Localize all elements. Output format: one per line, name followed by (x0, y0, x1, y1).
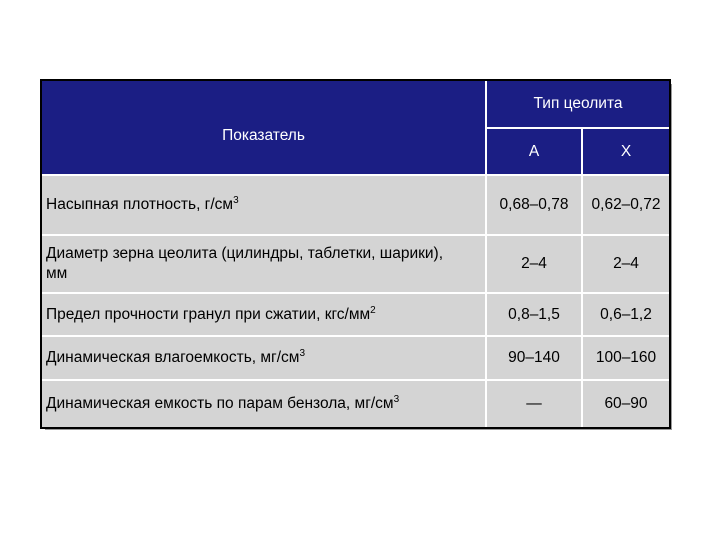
header-col-a: А (487, 129, 583, 176)
row-label: Динамическая влагоемкость, $мг/см^3$ (42, 337, 487, 381)
row-label: Насыпная плотность, $г/см^3$ (42, 176, 487, 236)
header-group-label: Тип цеолита (487, 81, 669, 129)
table-row (42, 176, 669, 236)
value-a: 2–4 (487, 236, 583, 294)
value-x: 0,6–1,2 (583, 294, 669, 337)
value-x: 100–160 (583, 337, 669, 381)
header-param-label: Показатель (222, 126, 305, 144)
row-label: Диаметр зерна цеолита (цилиндры, таблетки, шарики), мм (42, 236, 487, 294)
table-row (42, 381, 669, 427)
header-row-top (42, 81, 669, 129)
value-x: 2–4 (583, 236, 669, 294)
header-col-x: Х (583, 129, 669, 176)
zeolite-properties-table (42, 81, 669, 427)
table-row (42, 337, 669, 381)
value-a: 0,8–1,5 (487, 294, 583, 337)
row-label: Динамическая емкость по парам бензола, $мг/см^3$ (42, 381, 487, 427)
value-a: — (487, 381, 583, 427)
table-row (42, 294, 669, 337)
header-param-cell (42, 81, 487, 176)
row-label: Предел прочности гранул при сжатии, кгс/$мм^2$ (42, 294, 487, 337)
table-row (42, 236, 669, 294)
value-a: 90–140 (487, 337, 583, 381)
value-x: 60–90 (583, 381, 669, 427)
value-a: 0,68–0,78 (487, 176, 583, 236)
value-x: 0,62–0,72 (583, 176, 669, 236)
